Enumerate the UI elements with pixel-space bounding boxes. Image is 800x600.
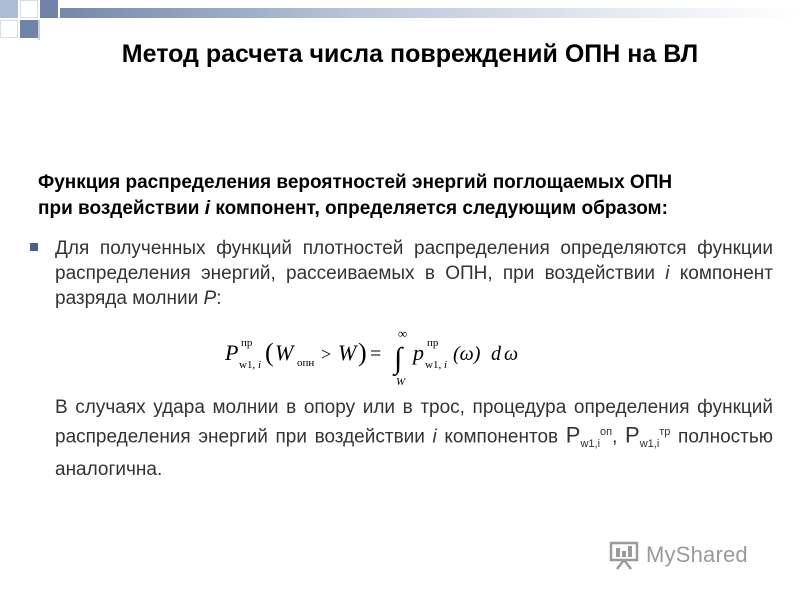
watermark-text: MyShared	[646, 542, 748, 567]
decor-square	[20, 0, 38, 18]
formula-P: P	[225, 340, 239, 365]
formula-p: p	[413, 340, 424, 365]
decor-square	[0, 20, 18, 38]
bullet-square-icon	[30, 243, 38, 251]
formula-d: d	[491, 343, 501, 365]
decor-square	[20, 20, 38, 38]
formula-upper-limit: ∞	[398, 328, 408, 341]
formula-eq: =	[370, 343, 382, 365]
paragraph-1: Для полученных функций плотностей распределения определяются функции распределения энергий, рассеиваемых в ОПН, при воздействии i компонент разряда молнии P:	[55, 238, 774, 309]
formula-sub-opn: опн	[297, 357, 315, 369]
formula-omega: ω	[504, 343, 519, 365]
paragraph-2: В случаях удара молнии в опору или в трос, процедура определения функций распределения энергий при воздействии i компонентов $P_{w1,i}^{оп}$, $P_{w1,i}^{тр}$ полностью аналогична.	[55, 397, 773, 481]
decor-gradient-bar	[60, 8, 800, 18]
decorative-header-band	[0, 0, 800, 40]
formula-paren: )	[358, 338, 367, 367]
lead-line-1: Функция распределения вероятностей энергий поглощаемых ОПН	[38, 172, 673, 193]
formula-sub-i: i	[444, 359, 448, 371]
formula-sub: w1,	[239, 359, 256, 371]
formula-sup: пр	[427, 337, 439, 349]
lead-line-2: при воздействии i компонент, определяется следующим образом:	[38, 198, 668, 219]
decor-square	[40, 0, 58, 18]
formula-lower-limit: W	[396, 376, 406, 388]
decor-line	[38, 20, 40, 40]
probability-distribution-formula	[225, 328, 545, 390]
formula-gt: >	[321, 344, 332, 364]
lead-statement	[38, 170, 778, 222]
formula-sub-i: i	[258, 359, 262, 371]
slide-title: Метод расчета числа повреждений ОПН на ВЛ	[121, 40, 699, 68]
watermark-logo	[608, 540, 768, 570]
projector-screen-icon	[608, 540, 642, 570]
formula-paren: (	[265, 338, 274, 367]
formula-W2: W	[338, 340, 357, 365]
decor-square	[0, 0, 18, 18]
formula-integral: ∫	[394, 342, 403, 375]
formula-sub: w1,	[425, 359, 442, 371]
formula-sup: пр	[241, 337, 253, 349]
formula-omega-arg: (ω)	[453, 343, 481, 365]
formula-W: W	[275, 340, 294, 365]
